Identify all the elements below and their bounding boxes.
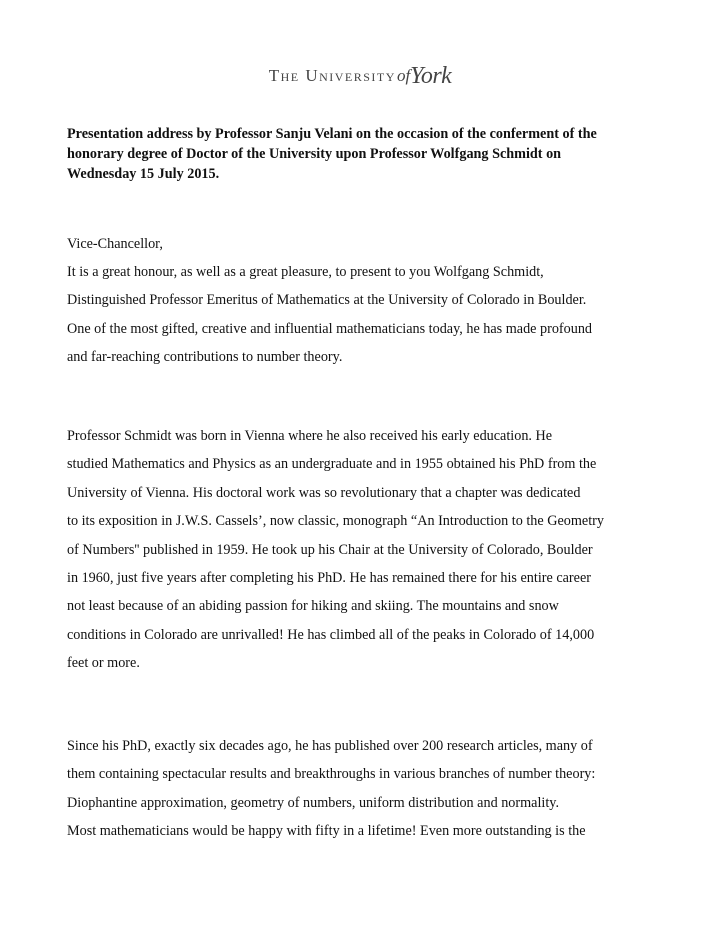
paragraph-line: It is a great honour, as well as a great pleasure, to present to you Wolfgang Schmidt, — [67, 264, 544, 280]
paragraph-line: not least because of an abiding passion for hiking and skiing. The mountains and snow — [67, 598, 559, 615]
document-title — [67, 124, 667, 184]
logo-of-text: of — [396, 66, 411, 85]
paragraph-line: Since his PhD, exactly six decades ago, he has published over 200 research articles, many of — [67, 738, 593, 754]
title-line: Wednesday 15 July 2015. — [67, 166, 220, 182]
logo-text: The University — [268, 66, 396, 85]
paragraph-biography — [67, 426, 667, 682]
paragraph-line: of Numbers'' published in 1959. He took up his Chair at the University of Colorado, Boulder — [67, 541, 593, 558]
paragraph-line: Most mathematicians would be happy with fifty in a lifetime! Even more outstanding is the — [67, 823, 586, 840]
paragraph-line: feet or more. — [67, 655, 140, 672]
paragraph-publications — [67, 736, 667, 850]
paragraph-line: conditions in Colorado are unrivalled! He has climbed all of the peaks in Colorado of 14,000 — [67, 626, 595, 643]
title-line: Presentation address by Professor Sanju Velani on the occasion of the conferment of the — [67, 126, 597, 142]
logo-york-text: York — [410, 63, 452, 89]
paragraph-line: University of Vienna. His doctoral work was so revolutionary that a chapter was dedicated — [67, 484, 581, 501]
title-line: honorary degree of Doctor of the University upon Professor Wolfgang Schmidt on — [67, 146, 562, 162]
paragraph-line: One of the most gifted, creative and influential mathematicians today, he has made profound — [67, 320, 593, 337]
paragraph-line: and far-reaching contributions to number theory. — [67, 349, 343, 366]
salutation: Vice-Chancellor, — [67, 236, 163, 252]
paragraph-line: studied Mathematics and Physics as an undergraduate and in 1955 obtained his PhD from the — [67, 456, 597, 473]
university-logo — [0, 62, 720, 89]
paragraph-line: Diophantine approximation, geometry of numbers, uniform distribution and normality. — [67, 794, 560, 811]
paragraph-line: in 1960, just five years after completing his PhD. He has remained there for his entire career — [67, 569, 591, 586]
paragraph-line: Distinguished Professor Emeritus of Mathematics at the University of Colorado in Boulder. — [67, 292, 587, 309]
paragraph-line: Professor Schmidt was born in Vienna where he also received his early education. He — [67, 428, 553, 444]
paragraph-line: to its exposition in J.W.S. Cassels’, now classic, monograph “An Introduction to the Geometry — [67, 513, 604, 530]
paragraph-introduction — [67, 262, 667, 376]
paragraph-line: them containing spectacular results and breakthroughs in various branches of number theory: — [67, 766, 596, 783]
